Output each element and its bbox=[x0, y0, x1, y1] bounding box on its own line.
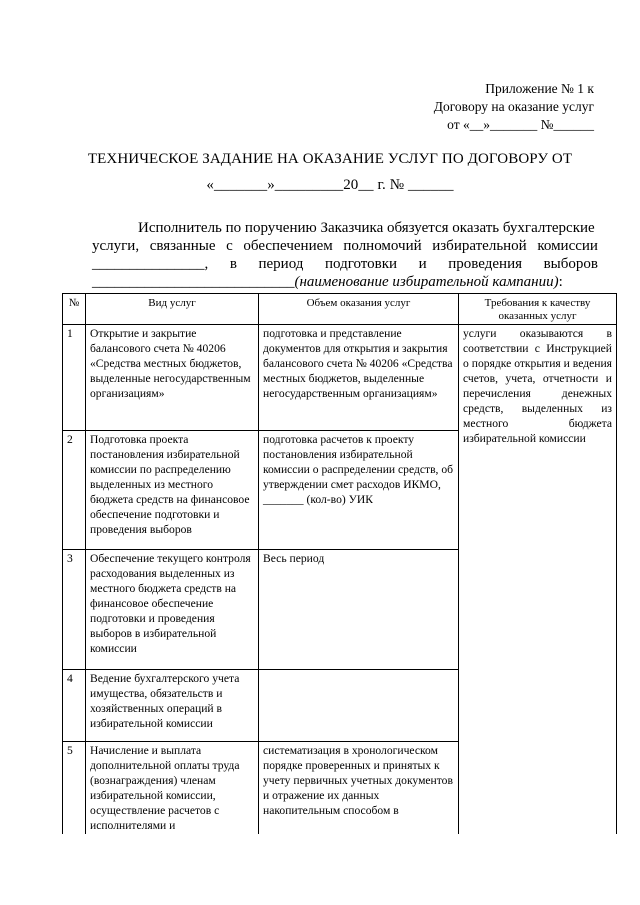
title-line-1: ТЕХНИЧЕСКОЕ ЗАДАНИЕ НА ОКАЗАНИЕ УСЛУГ ПО ДОГОВОРУ ОТ bbox=[87, 151, 573, 167]
intro-line-1: Исполнитель по поручению Заказчика обязуется оказать бухгалтерские bbox=[138, 220, 595, 236]
table-row bbox=[63, 325, 617, 431]
intro-colon: : bbox=[558, 274, 563, 290]
row-scope: Весь период bbox=[259, 550, 459, 670]
row-number: 4 bbox=[63, 670, 86, 742]
intro-word: связанные bbox=[149, 238, 216, 254]
table-header-row bbox=[63, 294, 617, 325]
row-scope: подготовка и представление документов для открытия и закрытия балансового счета № 40206 «Средства местных бюджетов, выделенные негосударственным организациям» bbox=[259, 325, 459, 431]
intro-word: услуги, bbox=[92, 238, 140, 254]
services-table bbox=[62, 293, 617, 834]
row-service: Ведение бухгалтерского учета имущества, обязательств и хозяйственных операций в избирательной комиссии bbox=[86, 670, 259, 742]
row-service: Начисление и выплата дополнительной оплаты труда (вознаграждения) членам избирательной комиссии, осуществление расчетов с исполнителями и bbox=[86, 742, 259, 835]
header-quality-requirements: Требования к качеству оказанных услуг bbox=[459, 294, 617, 325]
intro-word: и bbox=[418, 256, 427, 272]
intro-word: в bbox=[229, 256, 237, 272]
intro-line-3 bbox=[92, 255, 598, 273]
row-service: Обеспечение текущего контроля расходования выделенных из местного бюджета средств на финансовое обеспечение подготовки и проведения выборов в избирательной комиссии bbox=[86, 550, 259, 670]
intro-word: избирательной bbox=[432, 238, 527, 254]
annex-line-1: Приложение № 1 к bbox=[485, 81, 594, 96]
intro-paragraph bbox=[92, 219, 598, 291]
row-scope bbox=[259, 670, 459, 742]
intro-line-2 bbox=[92, 237, 598, 255]
annex-line-2: Договору на оказание услуг bbox=[433, 99, 594, 114]
row-service: Подготовка проекта постановления избирательной комиссии по распределению выделенных из местного бюджета средств на финансовое обеспечение подготовки и проведения выборов bbox=[86, 431, 259, 550]
header-number: № bbox=[63, 294, 86, 325]
intro-word: проведения bbox=[448, 256, 522, 272]
intro-word: _______________, bbox=[92, 256, 209, 272]
row-number: 3 bbox=[63, 550, 86, 670]
campaign-name-caption: (наименование избирательной кампании) bbox=[294, 274, 559, 290]
campaign-name-blank: ___________________________ bbox=[92, 274, 295, 290]
row-scope: подготовка расчетов к проекту постановления избирательной комиссии о распределении средств, об утверждении смет расходов ИКМО, _______ (кол-во) УИК bbox=[259, 431, 459, 550]
row-number: 1 bbox=[63, 325, 86, 431]
row-number: 5 bbox=[63, 742, 86, 835]
row-number: 2 bbox=[63, 431, 86, 550]
document-title bbox=[50, 146, 610, 198]
annex-header bbox=[334, 80, 594, 134]
intro-word: с bbox=[226, 238, 233, 254]
quality-requirements-cell: услуги оказываются в соответствии с Инструкцией о порядке открытия и ведения счетов, учета, отчетности и перечисления денежных средств, выделенных из местного бюджета избирательной комиссии bbox=[459, 325, 617, 835]
title-line-2: «_______»_________20__ г. № ______ bbox=[206, 177, 454, 193]
row-scope: систематизация в хронологическом порядке проверенных и принятых к учету первичных учетных документов и отражение их данных накопительным способом в bbox=[259, 742, 459, 835]
intro-word: период bbox=[258, 256, 304, 272]
header-service-type: Вид услуг bbox=[86, 294, 259, 325]
intro-word: обеспечением bbox=[243, 238, 333, 254]
header-scope: Объем оказания услуг bbox=[259, 294, 459, 325]
intro-word: полномочий bbox=[343, 238, 422, 254]
intro-word: подготовки bbox=[325, 256, 398, 272]
intro-word: комиссии bbox=[537, 238, 598, 254]
row-service: Открытие и закрытие балансового счета № 40206 «Средства местных бюджетов, выделенные негосударственным организациям» bbox=[86, 325, 259, 431]
intro-line-4 bbox=[92, 273, 598, 291]
annex-line-3: от «__»_______ №______ bbox=[447, 117, 594, 132]
intro-word: выборов bbox=[543, 256, 598, 272]
